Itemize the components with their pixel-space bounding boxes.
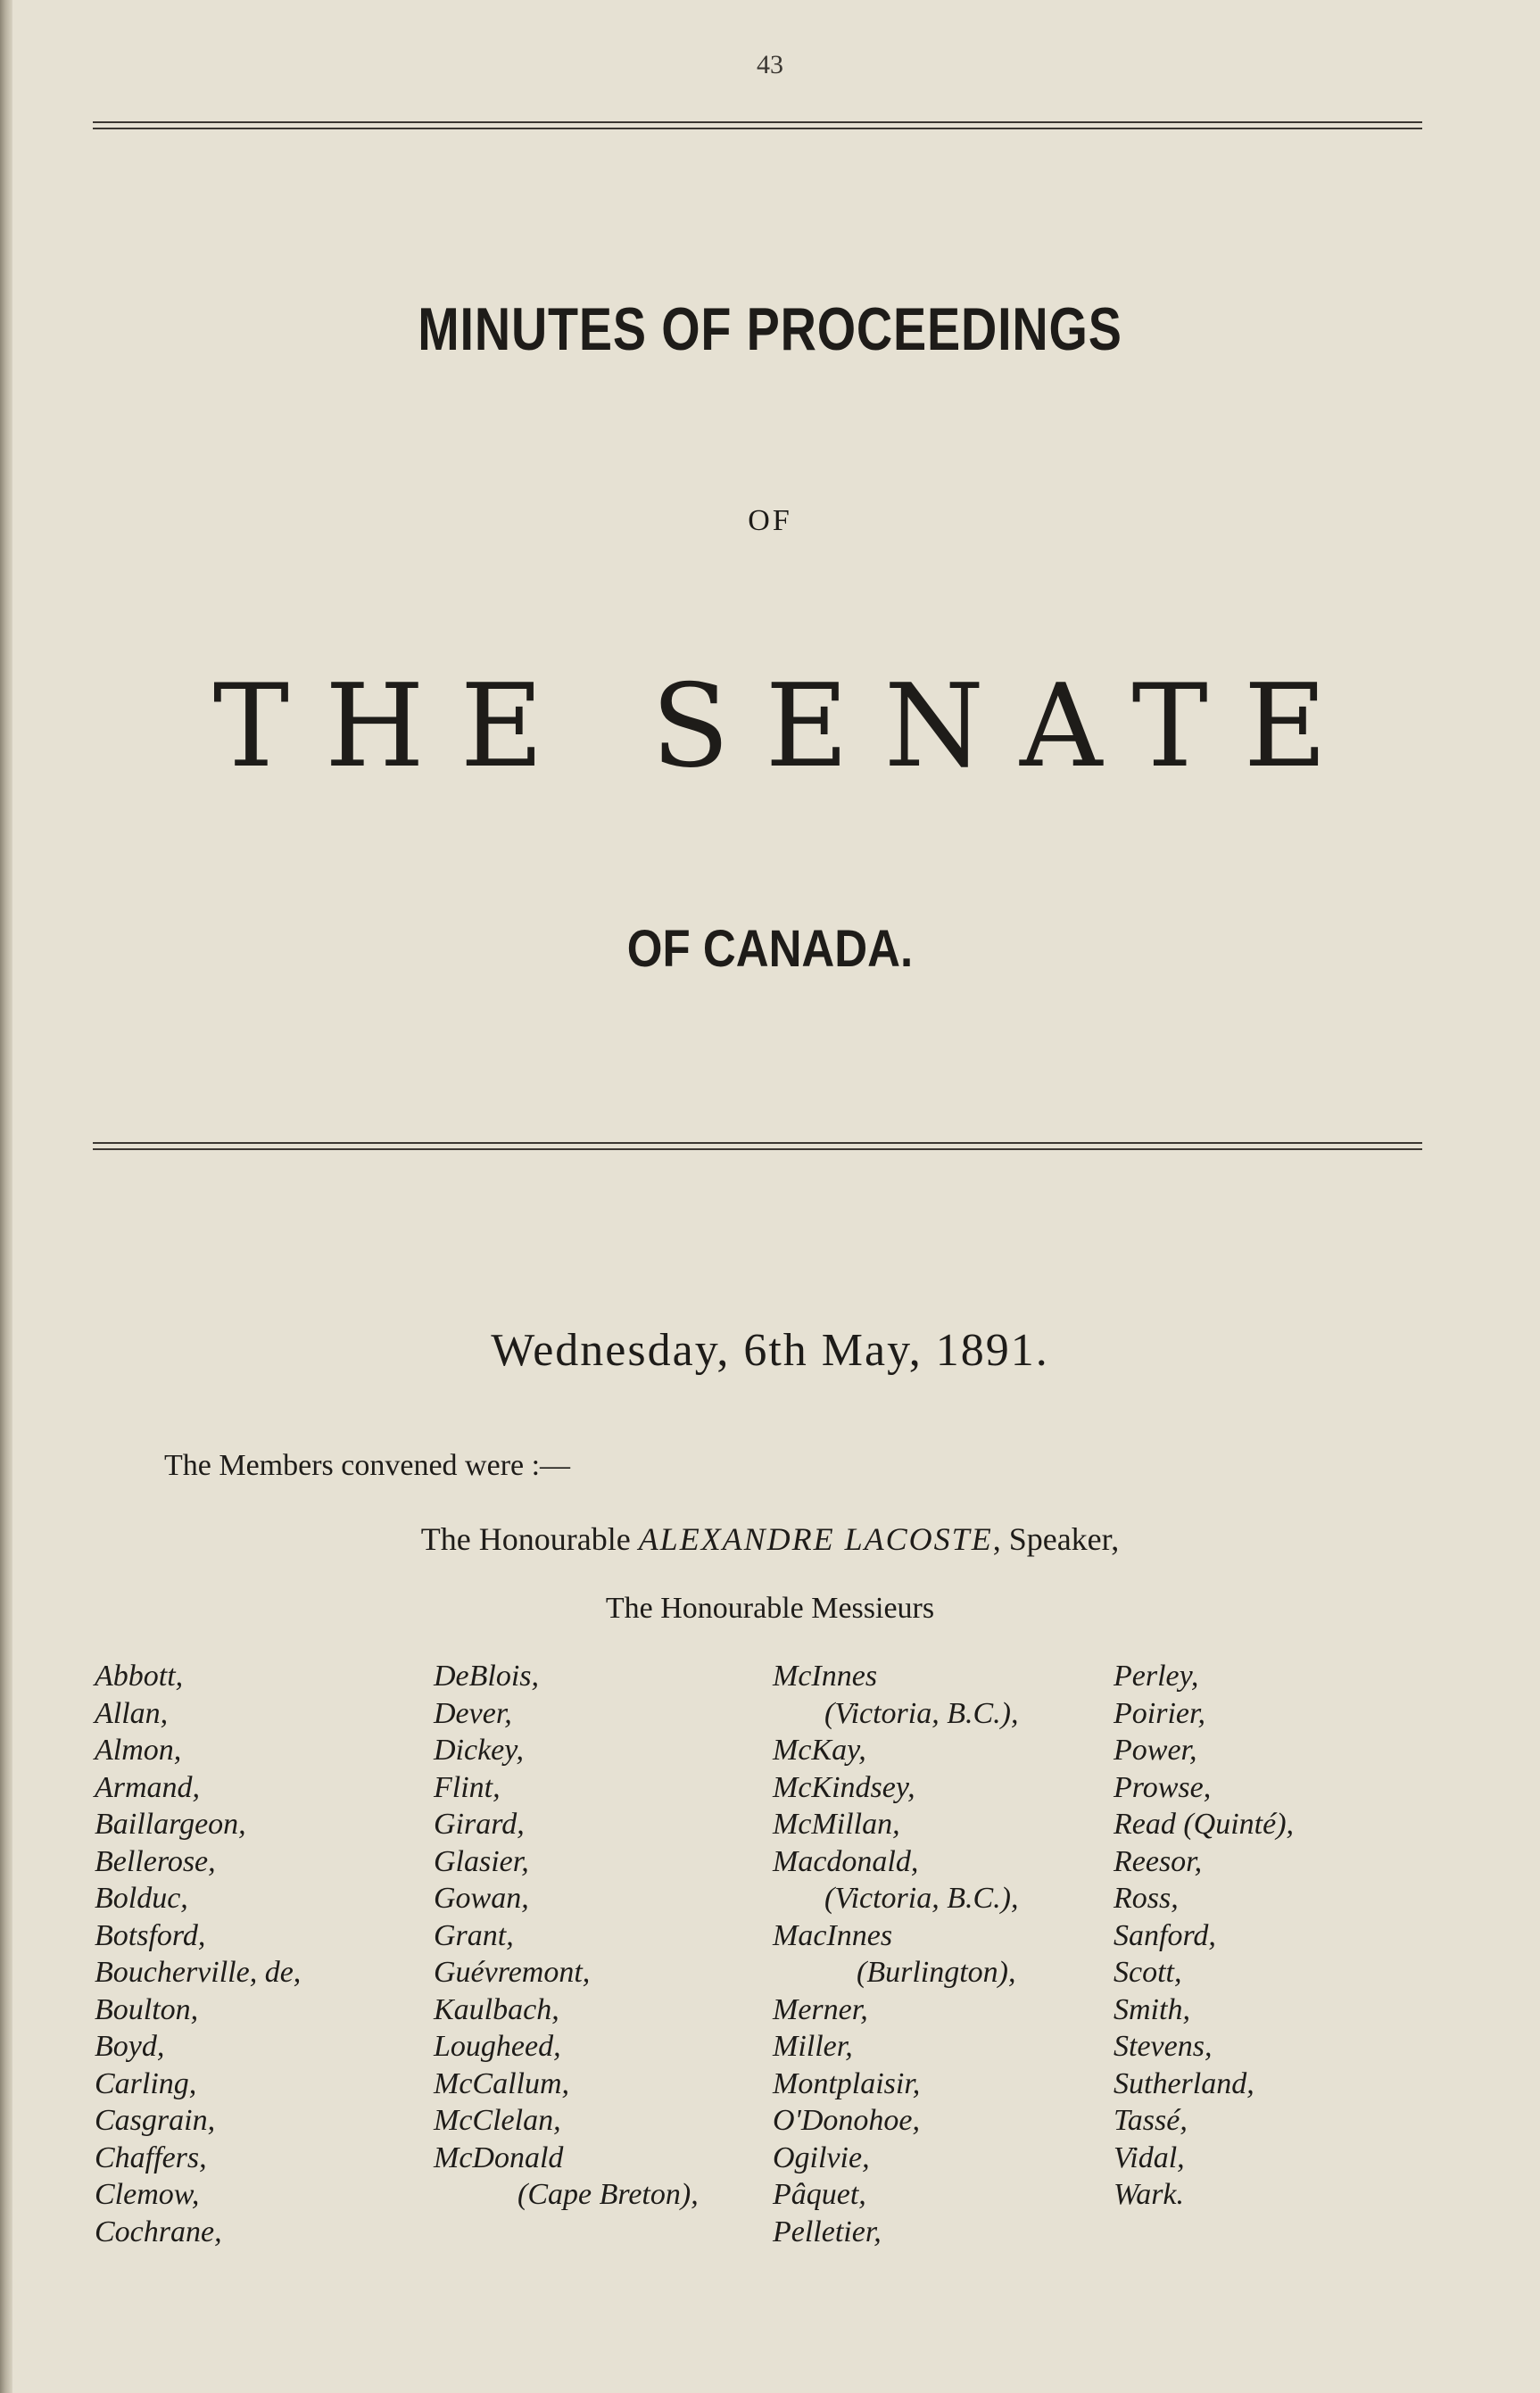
members-column-1 [95, 1658, 301, 2250]
member-name: Ross, [1114, 1882, 1179, 1915]
member-name: Macdonald, [773, 1844, 919, 1878]
member-name: Sanford, [1114, 1918, 1216, 1952]
member-constituency: (Victoria, B.C.), [824, 1882, 1019, 1915]
member-name: Glasier, [434, 1844, 529, 1878]
member-name: McMillan, [773, 1808, 900, 1841]
sitting-date: Wednesday, 6th May, 1891. [491, 1325, 1049, 1376]
member-name: Bellerose, [95, 1844, 216, 1878]
member-name: McCallum, [434, 2066, 570, 2100]
member-constituency: (Cape Breton), [517, 2178, 699, 2211]
member-name: Merner, [773, 1992, 868, 2026]
member-name: Stevens, [1114, 2030, 1213, 2063]
top-double-rule [93, 121, 1422, 129]
member-name: Clemow, [95, 2178, 200, 2211]
title-of: OF [748, 504, 792, 537]
member-name: Gowan, [434, 1882, 529, 1915]
members-column-3 [773, 1658, 1019, 2250]
member-name: Chaffers, [95, 2140, 207, 2174]
member-name: MacInnes [773, 1918, 893, 1952]
page-number: 43 [757, 50, 783, 79]
honourable-messieurs-heading: The Honourable Messieurs [605, 1592, 935, 1625]
members-convened-line: The Members convened were :— [164, 1449, 571, 1482]
member-name: Pelletier, [773, 2215, 882, 2248]
speaker-line [0, 1520, 1540, 1558]
member-name: Guévremont, [434, 1956, 591, 1989]
member-name: Ogilvie, [773, 2140, 870, 2174]
member-name: Botsford, [95, 1918, 206, 1952]
title-the-senate: THE SENATE [212, 660, 1363, 793]
member-name: Pâquet, [773, 2178, 866, 2211]
member-name: Casgrain, [95, 2104, 216, 2137]
member-constituency: (Burlington), [857, 1956, 1016, 1989]
member-name: O'Donohoe, [773, 2104, 920, 2137]
member-name: Power, [1114, 1734, 1197, 1767]
speaker-prefix: The Honourable [420, 1521, 639, 1557]
member-constituency: (Victoria, B.C.), [824, 1696, 1019, 1730]
member-name: Reesor, [1114, 1844, 1203, 1878]
member-name: Vidal, [1114, 2140, 1185, 2174]
member-name: Dever, [434, 1696, 512, 1730]
speaker-name: ALEXANDRE LACOSTE [638, 1521, 993, 1557]
member-name: Baillargeon, [95, 1808, 246, 1841]
member-name: Grant, [434, 1918, 514, 1952]
member-name: Boucherville, de, [95, 1956, 302, 1989]
member-name: McKindsey, [773, 1770, 915, 1804]
member-name: Cochrane, [95, 2215, 222, 2248]
member-name: Girard, [434, 1808, 525, 1841]
member-name: Tassé, [1114, 2104, 1188, 2137]
member-name: McKay, [773, 1734, 866, 1767]
member-name: Boyd, [95, 2030, 165, 2063]
member-name: Smith, [1114, 1992, 1190, 2026]
bottom-double-rule [93, 1142, 1422, 1150]
member-name: McDonald [434, 2140, 564, 2174]
speaker-suffix: , Speaker, [992, 1521, 1120, 1557]
member-name: Carling, [95, 2066, 197, 2100]
title-minutes-of-proceedings: MINUTES OF PROCEEDINGS [418, 295, 1122, 363]
member-name: Sutherland, [1114, 2066, 1254, 2100]
member-name: Poirier, [1114, 1696, 1205, 1730]
member-name: McClelan, [434, 2104, 561, 2137]
member-name: Lougheed, [434, 2030, 561, 2063]
member-name: Dickey, [434, 1734, 524, 1767]
page-binding-edge [0, 0, 12, 2393]
member-name: Wark. [1114, 2178, 1185, 2211]
member-name: Miller, [773, 2030, 853, 2063]
member-name: McInnes [773, 1660, 878, 1693]
member-name: DeBlois, [434, 1660, 540, 1693]
member-name: Almon, [95, 1734, 182, 1767]
member-name: Read (Quinté), [1114, 1808, 1295, 1841]
member-name: Prowse, [1114, 1770, 1212, 1804]
member-name: Kaulbach, [434, 1992, 559, 2026]
member-name: Montplaisir, [773, 2066, 921, 2100]
member-name: Armand, [95, 1770, 201, 1804]
member-name: Abbott, [95, 1660, 184, 1693]
member-name: Allan, [95, 1696, 169, 1730]
title-of-canada: OF CANADA. [626, 920, 914, 978]
members-column-4 [1114, 1658, 1294, 2214]
member-name: Scott, [1114, 1956, 1182, 1989]
member-name: Flint, [434, 1770, 501, 1804]
member-name: Perley, [1114, 1660, 1199, 1693]
members-column-2 [434, 1658, 699, 2214]
member-name: Boulton, [95, 1992, 199, 2026]
member-name: Bolduc, [95, 1882, 188, 1915]
